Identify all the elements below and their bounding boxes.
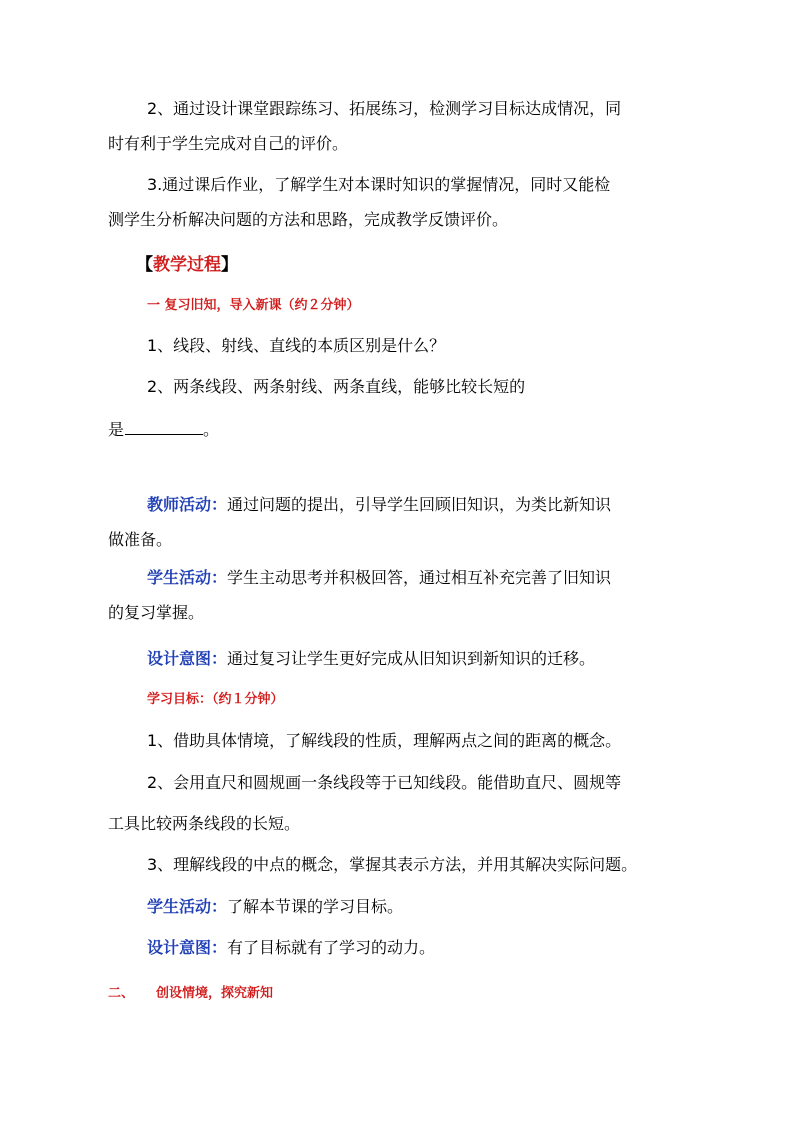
teacher-activity-line2: 做准备。	[108, 530, 173, 549]
student-activity-label: 学生活动：	[147, 897, 228, 916]
intro-paragraph-2-line1: 2、通过设计课堂跟踪练习、拓展练习，检测学习目标达成情况，同	[147, 99, 622, 118]
design-intent-label: 设计意图：	[147, 938, 228, 957]
question-prefix: 是	[108, 420, 125, 439]
teaching-process-heading	[136, 254, 238, 276]
goal-2-line1: 2、会用直尺和圆规画一条线段等于已知线段。能借助直尺、圆规等	[147, 773, 622, 792]
part2-heading	[108, 983, 273, 1005]
answer-blank	[125, 418, 203, 435]
learning-goals-heading: 学习目标：（约１分钟）	[147, 692, 284, 707]
design-intent-1	[147, 648, 595, 670]
part1-heading: 一 复习旧知，导入新课（约２分钟）	[147, 298, 360, 313]
bracket-open: 【	[136, 255, 153, 275]
goal-3: 3、理解线段的中点的概念，掌握其表示方法，并用其解决实际问题。	[147, 855, 638, 874]
student-activity-text: 了解本节课的学习目标。	[227, 897, 404, 916]
review-question-2-line1: 2、两条线段、两条射线、两条直线，能够比较长短的	[147, 377, 526, 396]
question-suffix: 。	[203, 420, 220, 439]
student-activity-label: 学生活动：	[147, 568, 228, 587]
goal-1: 1、借助具体情境，了解线段的性质，理解两点之间的距离的概念。	[147, 731, 622, 750]
review-question-2-line2	[108, 418, 219, 441]
design-intent-text: 通过复习让学生更好完成从旧知识到新知识的迁移。	[227, 649, 596, 668]
student-activity-text: 学生主动思考并积极回答，通过相互补充完善了旧知识	[227, 568, 612, 587]
goal-2-line2: 工具比较两条线段的长短。	[108, 814, 301, 833]
review-question-1: 1、线段、射线、直线的本质区别是什么？	[147, 336, 446, 355]
design-intent-2	[147, 937, 435, 959]
bracket-close: 】	[221, 255, 238, 275]
design-intent-text: 有了目标就有了学习的动力。	[227, 938, 436, 957]
design-intent-label: 设计意图：	[147, 649, 228, 668]
intro-paragraph-2-line2: 时有利于学生完成对自己的评价。	[108, 134, 349, 153]
teacher-activity-line1	[147, 494, 611, 516]
teacher-activity-label: 教师活动：	[147, 495, 228, 514]
student-activity-2	[147, 896, 403, 918]
student-activity-line1	[147, 567, 611, 589]
intro-paragraph-3-line2: 测学生分析解决问题的方法和思路，完成教学反馈评价。	[108, 210, 509, 229]
part2-title: 创设情境，探究新知	[156, 986, 274, 1001]
teacher-activity-text: 通过问题的提出，引导学生回顾旧知识，为类比新知识	[227, 495, 612, 514]
intro-paragraph-3-line1: 3.通过课后作业，了解学生对本课时知识的掌握情况，同时又能检	[147, 175, 611, 194]
teaching-process-title: 教学过程	[153, 255, 221, 275]
student-activity-line2: 的复习掌握。	[108, 603, 205, 622]
part2-number: 二、	[108, 986, 135, 1001]
